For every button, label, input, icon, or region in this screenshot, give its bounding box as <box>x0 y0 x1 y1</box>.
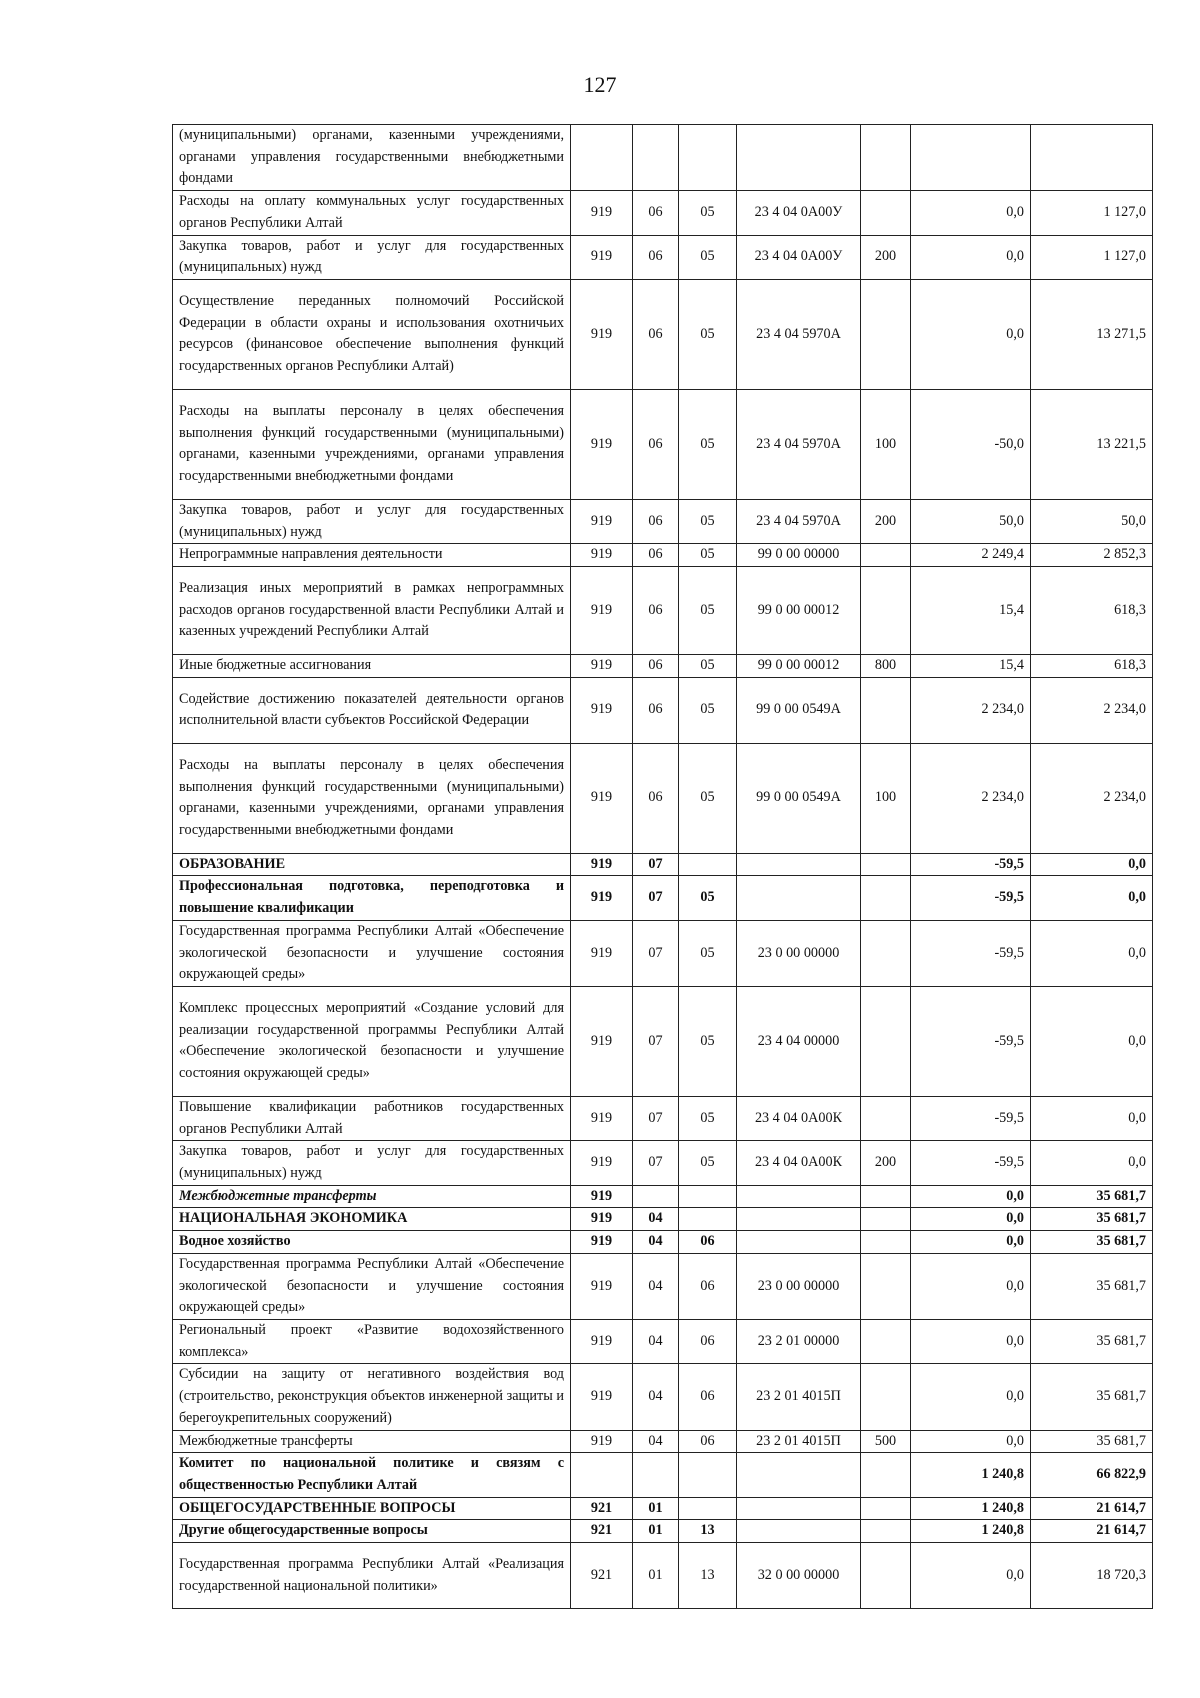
row-vr <box>861 1364 911 1430</box>
row-rz <box>633 125 679 191</box>
row-value-1: 2 249,4 <box>911 544 1031 567</box>
row-pr: 05 <box>679 920 737 986</box>
row-gr: 921 <box>571 1497 633 1520</box>
row-gr <box>571 125 633 191</box>
row-value-1: 0,0 <box>911 191 1031 235</box>
row-value-1: -59,5 <box>911 1096 1031 1140</box>
row-gr: 919 <box>571 279 633 389</box>
row-value-2: 13 271,5 <box>1031 279 1153 389</box>
row-pr <box>679 125 737 191</box>
table-row <box>173 125 1153 191</box>
row-csr: 23 4 04 0А00К <box>737 1096 861 1140</box>
row-rz: 06 <box>633 743 679 853</box>
row-csr: 23 4 04 5970А <box>737 499 861 543</box>
row-value-1: -50,0 <box>911 389 1031 499</box>
row-value-2: 35 681,7 <box>1031 1364 1153 1430</box>
row-value-2: 13 221,5 <box>1031 389 1153 499</box>
row-name: Государственная программа Республики Алтай «Обеспечение экологической безопасности и улучшение состояния окружающей среды» <box>173 920 571 986</box>
row-gr: 919 <box>571 1430 633 1453</box>
table-row <box>173 743 1153 853</box>
row-value-1: 50,0 <box>911 499 1031 543</box>
row-value-2: 21 614,7 <box>1031 1520 1153 1543</box>
table-row <box>173 544 1153 567</box>
row-vr: 800 <box>861 655 911 678</box>
row-value-1: 1 240,8 <box>911 1497 1031 1520</box>
row-rz: 07 <box>633 853 679 876</box>
row-vr: 100 <box>861 743 911 853</box>
row-rz: 07 <box>633 920 679 986</box>
row-rz: 04 <box>633 1364 679 1430</box>
row-gr: 919 <box>571 986 633 1096</box>
row-csr <box>737 1231 861 1254</box>
row-value-1: 0,0 <box>911 1185 1031 1208</box>
row-rz <box>633 1185 679 1208</box>
row-value-2: 35 681,7 <box>1031 1253 1153 1319</box>
table-row <box>173 853 1153 876</box>
row-value-2 <box>1031 125 1153 191</box>
row-name: Другие общегосударственные вопросы <box>173 1520 571 1543</box>
row-vr <box>861 1520 911 1543</box>
row-rz: 06 <box>633 544 679 567</box>
row-vr <box>861 1497 911 1520</box>
row-csr: 99 0 00 0549А <box>737 677 861 743</box>
row-name: Иные бюджетные ассигнования <box>173 655 571 678</box>
row-pr: 05 <box>679 876 737 920</box>
row-csr: 23 0 00 00000 <box>737 920 861 986</box>
row-value-1: 2 234,0 <box>911 677 1031 743</box>
table-row <box>173 1231 1153 1254</box>
table-row <box>173 986 1153 1096</box>
row-pr: 05 <box>679 567 737 655</box>
row-name: Межбюджетные трансферты <box>173 1430 571 1453</box>
table-row <box>173 567 1153 655</box>
row-csr: 23 4 04 00000 <box>737 986 861 1096</box>
row-gr: 919 <box>571 567 633 655</box>
row-vr <box>861 567 911 655</box>
row-csr: 23 4 04 0А00У <box>737 191 861 235</box>
row-vr: 500 <box>861 1430 911 1453</box>
row-gr: 919 <box>571 1208 633 1231</box>
row-value-2: 18 720,3 <box>1031 1543 1153 1609</box>
row-pr: 05 <box>679 986 737 1096</box>
row-name: Содействие достижению показателей деятельности органов исполнительной власти субъектов Российской Федерации <box>173 677 571 743</box>
row-rz: 06 <box>633 389 679 499</box>
row-csr <box>737 876 861 920</box>
row-name: Закупка товаров, работ и услуг для государственных (муниципальных) нужд <box>173 1141 571 1185</box>
row-value-1: 0,0 <box>911 279 1031 389</box>
row-csr <box>737 125 861 191</box>
row-gr: 919 <box>571 1231 633 1254</box>
row-value-1: -59,5 <box>911 1141 1031 1185</box>
row-rz: 07 <box>633 876 679 920</box>
row-pr: 06 <box>679 1319 737 1363</box>
row-pr: 06 <box>679 1430 737 1453</box>
table-row <box>173 1364 1153 1430</box>
row-value-2: 618,3 <box>1031 567 1153 655</box>
row-value-1: 0,0 <box>911 1430 1031 1453</box>
row-csr <box>737 1520 861 1543</box>
row-value-2: 35 681,7 <box>1031 1430 1153 1453</box>
row-value-2: 2 234,0 <box>1031 743 1153 853</box>
table-row <box>173 235 1153 279</box>
row-value-1: 0,0 <box>911 1231 1031 1254</box>
row-vr <box>861 1319 911 1363</box>
row-value-1: 1 240,8 <box>911 1520 1031 1543</box>
row-vr <box>861 1185 911 1208</box>
row-csr <box>737 1208 861 1231</box>
row-rz: 06 <box>633 499 679 543</box>
row-name: Государственная программа Республики Алтай «Обеспечение экологической безопасности и улучшение состояния окружающей среды» <box>173 1253 571 1319</box>
row-value-1: 1 240,8 <box>911 1453 1031 1497</box>
row-csr <box>737 1185 861 1208</box>
row-pr <box>679 1453 737 1497</box>
row-pr: 13 <box>679 1543 737 1609</box>
table-row <box>173 1543 1153 1609</box>
row-pr: 05 <box>679 235 737 279</box>
row-rz: 04 <box>633 1253 679 1319</box>
row-vr <box>861 544 911 567</box>
row-value-1: -59,5 <box>911 876 1031 920</box>
table-row <box>173 279 1153 389</box>
row-rz: 04 <box>633 1231 679 1254</box>
row-csr: 99 0 00 00000 <box>737 544 861 567</box>
row-vr <box>861 853 911 876</box>
row-gr: 919 <box>571 1319 633 1363</box>
row-name: Закупка товаров, работ и услуг для государственных (муниципальных) нужд <box>173 235 571 279</box>
row-rz: 06 <box>633 235 679 279</box>
row-value-1: 15,4 <box>911 567 1031 655</box>
row-rz: 06 <box>633 191 679 235</box>
row-value-1: 0,0 <box>911 1253 1031 1319</box>
row-value-1: 0,0 <box>911 235 1031 279</box>
table-row <box>173 1253 1153 1319</box>
row-vr <box>861 1543 911 1609</box>
row-value-1: 0,0 <box>911 1208 1031 1231</box>
row-rz: 06 <box>633 655 679 678</box>
table-row <box>173 1141 1153 1185</box>
table-row <box>173 920 1153 986</box>
row-csr <box>737 853 861 876</box>
table-row <box>173 876 1153 920</box>
row-rz: 06 <box>633 567 679 655</box>
row-vr: 100 <box>861 389 911 499</box>
row-value-2: 0,0 <box>1031 853 1153 876</box>
row-gr: 919 <box>571 853 633 876</box>
row-gr: 919 <box>571 655 633 678</box>
row-value-2: 0,0 <box>1031 1096 1153 1140</box>
row-name: Непрограммные направления деятельности <box>173 544 571 567</box>
row-value-1: 0,0 <box>911 1319 1031 1363</box>
row-gr: 919 <box>571 544 633 567</box>
row-csr: 23 0 00 00000 <box>737 1253 861 1319</box>
row-name: Региональный проект «Развитие водохозяйственного комплекса» <box>173 1319 571 1363</box>
table-row <box>173 655 1153 678</box>
row-csr: 23 2 01 4015П <box>737 1364 861 1430</box>
row-pr: 05 <box>679 1141 737 1185</box>
row-gr: 919 <box>571 235 633 279</box>
table-row <box>173 1319 1153 1363</box>
row-name: Закупка товаров, работ и услуг для государственных (муниципальных) нужд <box>173 499 571 543</box>
row-value-1: -59,5 <box>911 853 1031 876</box>
row-vr <box>861 1208 911 1231</box>
row-rz: 07 <box>633 986 679 1096</box>
row-pr <box>679 853 737 876</box>
row-vr <box>861 920 911 986</box>
row-name: Комплекс процессных мероприятий «Создание условий для реализации государственной программы Республики Алтай «Обеспечение экологической безопасности и улучшение состояния окружающей среды» <box>173 986 571 1096</box>
row-name: Осуществление переданных полномочий Российской Федерации в области охраны и использования охотничьих ресурсов (финансовое обеспечение выполнения функций государственных органов Республики Алтай) <box>173 279 571 389</box>
row-pr: 05 <box>679 743 737 853</box>
row-value-2: 35 681,7 <box>1031 1319 1153 1363</box>
row-value-2: 1 127,0 <box>1031 235 1153 279</box>
row-value-2: 2 852,3 <box>1031 544 1153 567</box>
table-row <box>173 1185 1153 1208</box>
row-value-1: 15,4 <box>911 655 1031 678</box>
row-csr: 23 2 01 00000 <box>737 1319 861 1363</box>
row-name: Водное хозяйство <box>173 1231 571 1254</box>
row-rz: 01 <box>633 1520 679 1543</box>
row-vr <box>861 1253 911 1319</box>
row-value-2: 35 681,7 <box>1031 1185 1153 1208</box>
row-rz: 04 <box>633 1430 679 1453</box>
row-value-2: 66 822,9 <box>1031 1453 1153 1497</box>
row-csr <box>737 1453 861 1497</box>
row-rz: 04 <box>633 1319 679 1363</box>
row-rz: 07 <box>633 1141 679 1185</box>
row-vr <box>861 986 911 1096</box>
table-row <box>173 191 1153 235</box>
row-vr <box>861 876 911 920</box>
row-pr: 06 <box>679 1253 737 1319</box>
table-row <box>173 1208 1153 1231</box>
table-row <box>173 389 1153 499</box>
row-gr: 919 <box>571 743 633 853</box>
row-vr <box>861 191 911 235</box>
row-name: ОБЩЕГОСУДАРСТВЕННЫЕ ВОПРОСЫ <box>173 1497 571 1520</box>
row-vr <box>861 1096 911 1140</box>
row-gr: 919 <box>571 677 633 743</box>
row-csr: 23 4 04 0А00К <box>737 1141 861 1185</box>
row-value-1: 0,0 <box>911 1543 1031 1609</box>
row-value-2: 0,0 <box>1031 986 1153 1096</box>
row-name: Расходы на оплату коммунальных услуг государственных органов Республики Алтай <box>173 191 571 235</box>
table-row <box>173 677 1153 743</box>
row-rz: 07 <box>633 1096 679 1140</box>
row-pr: 05 <box>679 677 737 743</box>
budget-table <box>172 124 1153 1609</box>
row-value-2: 0,0 <box>1031 1141 1153 1185</box>
row-pr: 05 <box>679 191 737 235</box>
row-gr: 919 <box>571 876 633 920</box>
row-name: Профессиональная подготовка, переподготовка и повышение квалификации <box>173 876 571 920</box>
row-pr: 06 <box>679 1231 737 1254</box>
row-gr: 919 <box>571 1096 633 1140</box>
row-gr: 919 <box>571 1253 633 1319</box>
row-name: (муниципальными) органами, казенными учреждениями, органами управления государственными внебюджетными фондами <box>173 125 571 191</box>
row-value-1: -59,5 <box>911 920 1031 986</box>
row-value-2: 35 681,7 <box>1031 1208 1153 1231</box>
row-name: Реализация иных мероприятий в рамках непрограммных расходов органов государственной власти Республики Алтай и казенных учреждений Республики Алтай <box>173 567 571 655</box>
row-vr <box>861 677 911 743</box>
row-rz: 04 <box>633 1208 679 1231</box>
row-vr <box>861 279 911 389</box>
row-rz <box>633 1453 679 1497</box>
row-rz: 06 <box>633 677 679 743</box>
table-row <box>173 1453 1153 1497</box>
row-name: Государственная программа Республики Алтай «Реализация государственной национальной политики» <box>173 1543 571 1609</box>
row-value-2: 2 234,0 <box>1031 677 1153 743</box>
row-value-1: 0,0 <box>911 1364 1031 1430</box>
row-value-2: 21 614,7 <box>1031 1497 1153 1520</box>
row-pr <box>679 1185 737 1208</box>
row-vr <box>861 1453 911 1497</box>
row-value-2: 0,0 <box>1031 876 1153 920</box>
row-gr: 919 <box>571 1141 633 1185</box>
row-gr: 919 <box>571 920 633 986</box>
row-csr: 32 0 00 00000 <box>737 1543 861 1609</box>
row-name: Субсидии на защиту от негативного воздействия вод (строительство, реконструкция объектов инженерной защиты и берегоукрепительных сооружений) <box>173 1364 571 1430</box>
row-value-2: 0,0 <box>1031 920 1153 986</box>
row-csr: 99 0 00 00012 <box>737 567 861 655</box>
row-gr: 921 <box>571 1543 633 1609</box>
row-pr <box>679 1208 737 1231</box>
row-pr: 05 <box>679 499 737 543</box>
row-pr <box>679 1497 737 1520</box>
row-csr: 23 2 01 4015П <box>737 1430 861 1453</box>
row-pr: 13 <box>679 1520 737 1543</box>
row-rz: 01 <box>633 1497 679 1520</box>
row-pr: 05 <box>679 1096 737 1140</box>
row-name: Расходы на выплаты персоналу в целях обеспечения выполнения функций государственными (муниципальными) органами, казенными учреждениями, органами управления государственными внебюджетными фондами <box>173 743 571 853</box>
row-name: Повышение квалификации работников государственных органов Республики Алтай <box>173 1096 571 1140</box>
table-row <box>173 1430 1153 1453</box>
row-csr: 23 4 04 5970А <box>737 389 861 499</box>
row-gr: 919 <box>571 389 633 499</box>
row-gr: 919 <box>571 1185 633 1208</box>
table-row <box>173 1096 1153 1140</box>
row-vr <box>861 1231 911 1254</box>
row-vr: 200 <box>861 235 911 279</box>
row-gr: 919 <box>571 1364 633 1430</box>
table-row <box>173 1497 1153 1520</box>
row-value-1 <box>911 125 1031 191</box>
row-vr <box>861 125 911 191</box>
row-name: ОБРАЗОВАНИЕ <box>173 853 571 876</box>
row-gr: 921 <box>571 1520 633 1543</box>
table-row <box>173 499 1153 543</box>
row-csr <box>737 1497 861 1520</box>
row-gr: 919 <box>571 191 633 235</box>
row-pr: 05 <box>679 389 737 499</box>
row-rz: 06 <box>633 279 679 389</box>
row-value-2: 35 681,7 <box>1031 1231 1153 1254</box>
row-name: Межбюджетные трансферты <box>173 1185 571 1208</box>
row-csr: 23 4 04 0А00У <box>737 235 861 279</box>
row-pr: 05 <box>679 655 737 678</box>
row-rz: 01 <box>633 1543 679 1609</box>
row-vr: 200 <box>861 499 911 543</box>
row-name: НАЦИОНАЛЬНАЯ ЭКОНОМИКА <box>173 1208 571 1231</box>
row-csr: 99 0 00 00012 <box>737 655 861 678</box>
row-csr: 23 4 04 5970А <box>737 279 861 389</box>
row-value-2: 618,3 <box>1031 655 1153 678</box>
table-row <box>173 1520 1153 1543</box>
row-value-2: 1 127,0 <box>1031 191 1153 235</box>
row-value-1: -59,5 <box>911 986 1031 1096</box>
row-csr: 99 0 00 0549А <box>737 743 861 853</box>
row-name: Комитет по национальной политике и связям с общественностью Республики Алтай <box>173 1453 571 1497</box>
row-pr: 05 <box>679 279 737 389</box>
row-value-1: 2 234,0 <box>911 743 1031 853</box>
row-vr: 200 <box>861 1141 911 1185</box>
row-gr <box>571 1453 633 1497</box>
row-name: Расходы на выплаты персоналу в целях обеспечения выполнения функций государственными (муниципальными) органами, казенными учреждениями, органами управления государственными внебюджетными фондами <box>173 389 571 499</box>
row-value-2: 50,0 <box>1031 499 1153 543</box>
row-gr: 919 <box>571 499 633 543</box>
row-pr: 06 <box>679 1364 737 1430</box>
row-pr: 05 <box>679 544 737 567</box>
page-number: 127 <box>583 72 617 97</box>
